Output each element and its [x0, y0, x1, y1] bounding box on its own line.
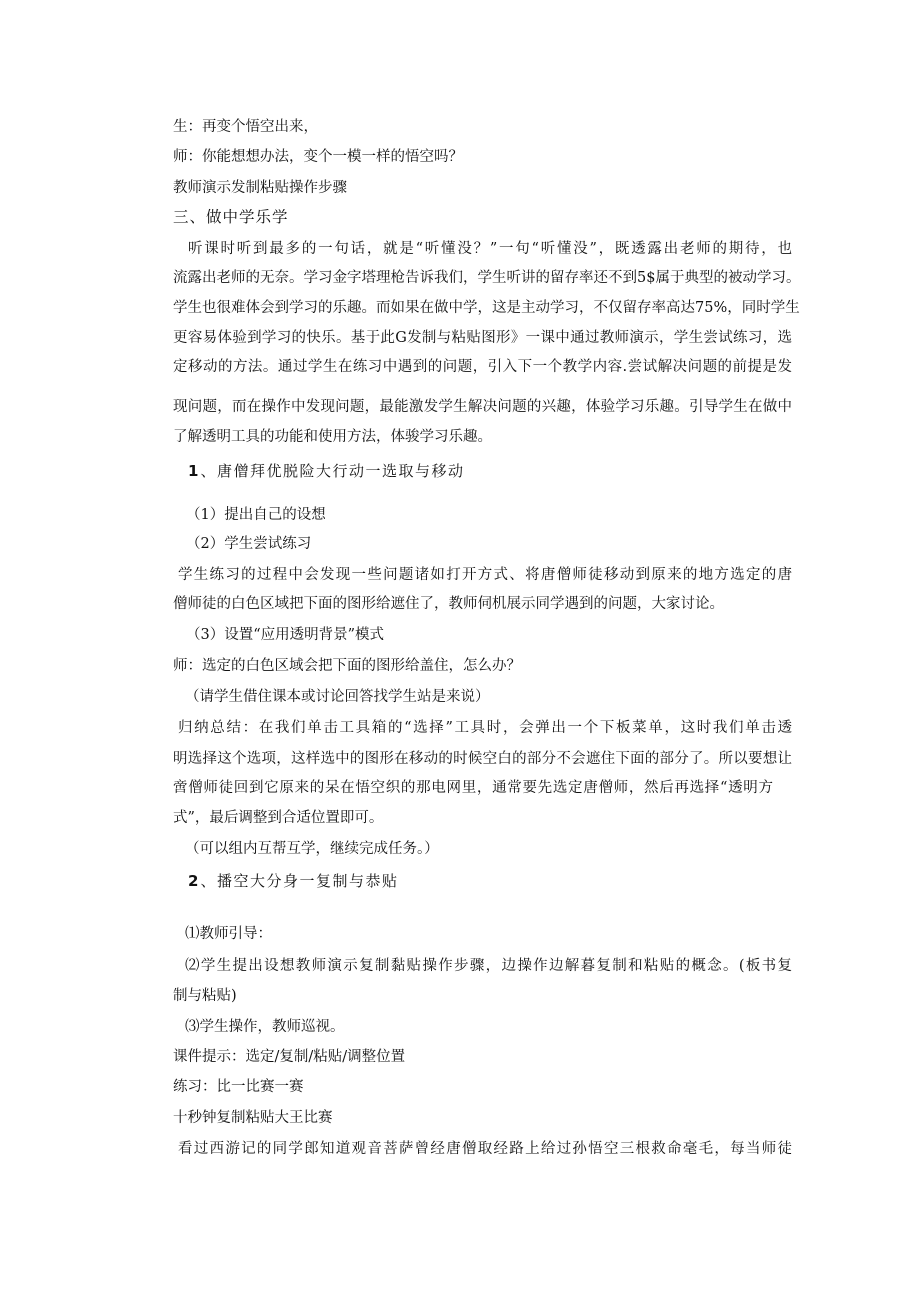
- subsection-number: 2: [188, 872, 199, 890]
- paragraph-line: 定移动的方法。通过学生在练习中遇到的问题，引入下一个教学内容.尝试解决问题的前提是发: [173, 359, 792, 375]
- list-item: ⑴教师引导：: [185, 926, 272, 942]
- text-line: 十秒钟复制粘贴大王比赛: [173, 1110, 333, 1126]
- dialogue-line: 师：选定的白色区域会把下面的图形给盖住，怎么办？: [173, 658, 521, 674]
- subsection-heading: [188, 461, 464, 481]
- text-line: 练习：比一比赛一赛: [173, 1079, 304, 1095]
- list-item: ⑶学生操作，教师巡视。: [185, 1019, 345, 1035]
- dialogue-line: 生：再变个悟空出来，: [173, 119, 318, 135]
- subsection-number: 1: [188, 462, 199, 480]
- paragraph-line: 更容易体验到学习的快乐。基于此G发制与粘贴图形》一课中通过教师演示，学生尝试练习，选: [173, 330, 792, 346]
- paragraph-line: 僧师徒的白色区域把下面的图形给遮住了，教师伺机展示同学遇到的问题，大家讨论。: [173, 596, 724, 612]
- paragraph-line: 归纳总结：在我们单击工具箱的“选择”工具时，会弹出一个下板菜单，这时我们单击透: [178, 720, 792, 736]
- paragraph-line: 啻僧师徒回到它原来的呆在悟空织的那电网里，通常要先选定唐僧师，然后再选择“透明方: [173, 780, 773, 796]
- note-line: （请学生借住课本或讨论回答找学生站是来说）: [185, 689, 490, 705]
- paragraph-line: 现问题，而在操作中发现问题，最能激发学生解决问题的兴趣，体验学习乐趣。引导学生在做中: [173, 399, 792, 415]
- section-heading: 三、做中学乐学: [173, 208, 289, 226]
- paragraph-line: 了解透明工具的功能和使用方法，体骏学习乐趣。: [173, 429, 492, 445]
- subsection-title: 、播空大分身一复制与恭贴: [200, 872, 399, 890]
- list-item: （2）学生尝试练习: [186, 536, 312, 552]
- paragraph-line: 学生也很难体会到学习的乐趣。而如果在做中学，这是主动学习，不仅留存率高达75%，同时学生: [173, 300, 800, 316]
- paragraph-line: 听课时听到最多的一句话，就是“听懂没？”一句“听懂没”，既透露出老师的期待，也: [188, 241, 792, 257]
- paragraph-line: 流露出老师的无奈。学习金字塔理枪告诉我们，学生听讲的留存率还不到5$属于典型的被动学习。: [173, 270, 801, 286]
- subsection-heading: [188, 871, 398, 891]
- paragraph-line: 学生练习的过程中会发现一些问题诸如打开方式、将唐僧师徒移动到原来的地方选定的唐: [178, 567, 792, 583]
- list-item: （3）设置“应用透明背景”模式: [186, 627, 385, 643]
- list-item-continuation: 制与粘贴): [173, 988, 237, 1004]
- paragraph-line: 明选择这个选项，这样选中的图形在移动的时候空白的部分不会遮住下面的部分了。所以要想让: [173, 751, 792, 767]
- list-item: ⑵学生提出设想教师演示复制黏贴操作步骤，边操作边解暮复制和粘贴的概念。(板书复: [185, 958, 792, 974]
- list-item: （1）提出自己的设想: [186, 507, 326, 523]
- text-line: 教师演示发制粘贴操作步骤: [173, 180, 347, 196]
- paragraph-line: 看过西游记的同学郎知道观音菩萨曾经唐僧取经路上给过孙悟空三根救命毫毛，每当师徒: [178, 1141, 792, 1157]
- paragraph-line: 式”，最后调整到合适位置即可。: [173, 810, 384, 826]
- note-line: （可以组内互帮互学，继续完成任务。）: [185, 841, 439, 857]
- dialogue-line: 师：你能想想办法，变个一模一样的悟空吗？: [173, 149, 463, 165]
- text-line: 课件提示：选定/复制/粘贴/调整位置: [173, 1049, 406, 1065]
- subsection-title: 、唐僧拜优脱险大行动一选取与移动: [200, 462, 465, 480]
